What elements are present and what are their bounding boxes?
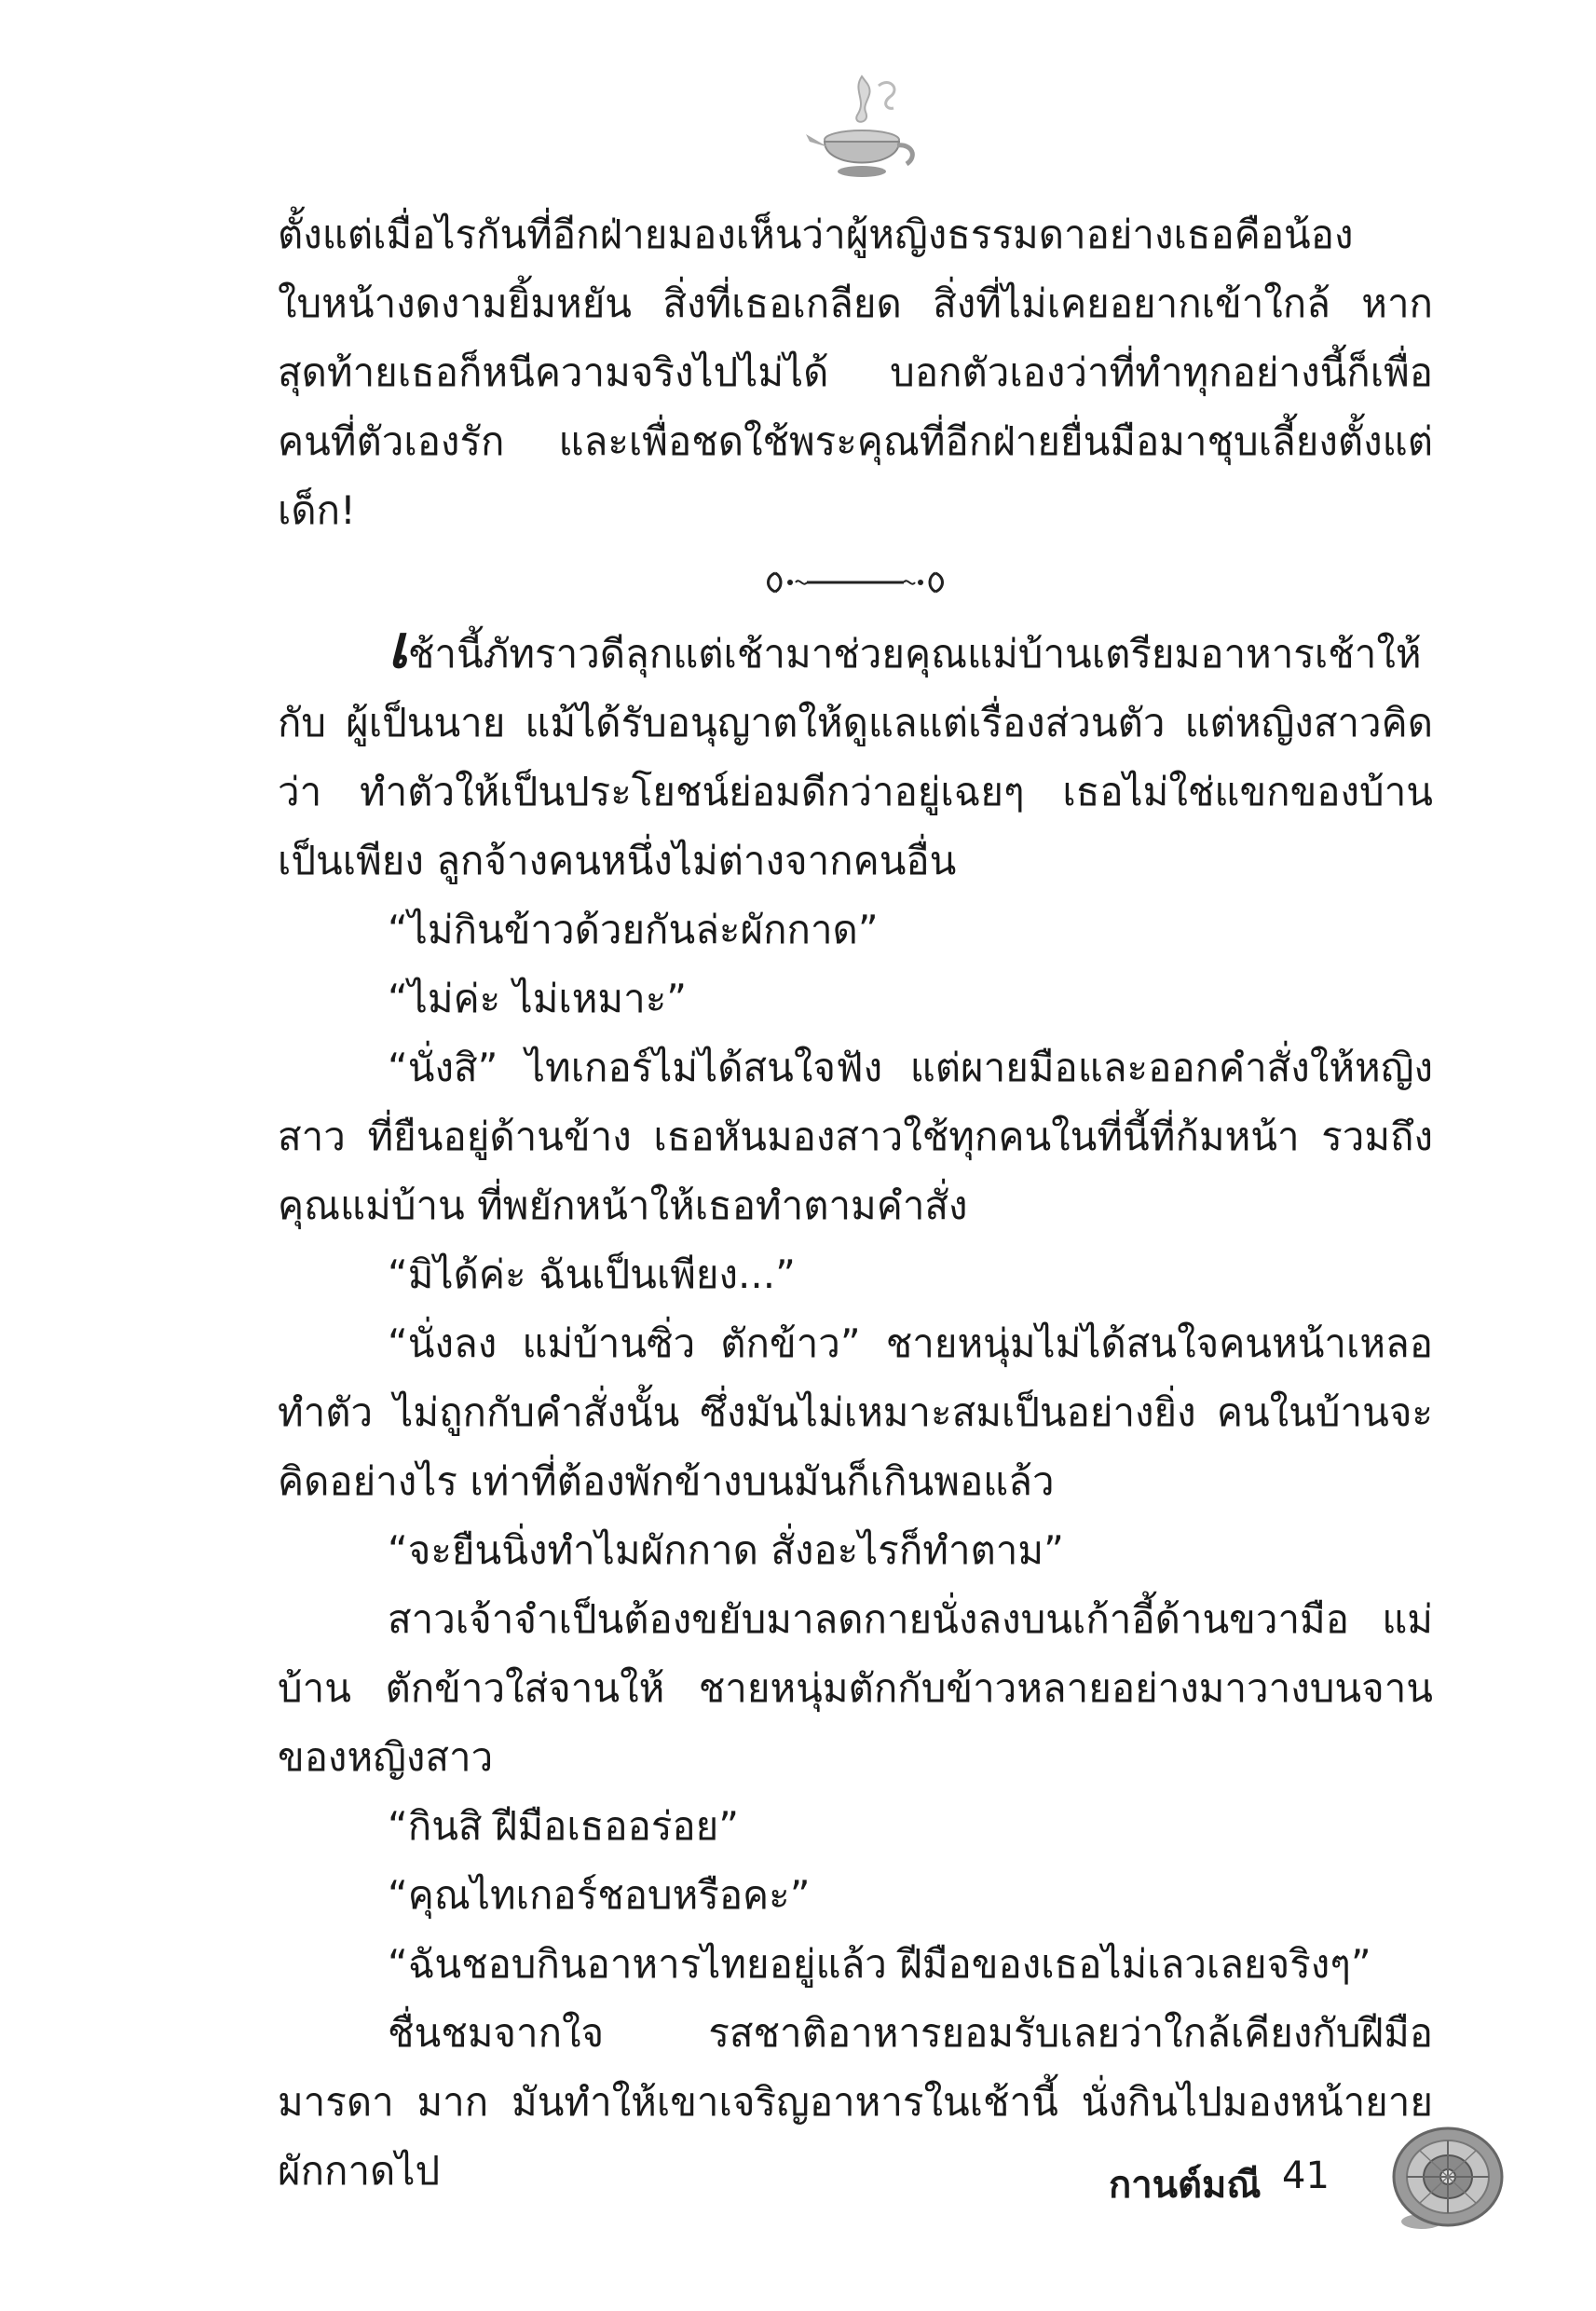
paragraph: สาวเจ้าจำเป็นต้องขยับมาลดกายนั่งลงบนเก้าอี้ด้านขวามือ แม่บ้าน ตักข้าวใส่จานให้ ชายหนุ่มตักกับข้าวหลายอย่างมาวางบนจานของหญิงสาว: [278, 1596, 1433, 1780]
paragraph: “ไม่ค่ะ ไม่เหมาะ”: [388, 976, 688, 1021]
paragraph: ชื่นชมจากใจ รสชาติอาหารยอมรับเลยว่าใกล้เคียงกับฝีมือมารดา มาก มันทำให้เขาเจริญอาหารในเช้านี้ นั่งกินไปมองหน้ายายผักกาดไป: [278, 2010, 1433, 2194]
paragraph: “มิได้ค่ะ ฉันเป็นเพียง...”: [388, 1251, 796, 1297]
section-divider: [278, 545, 1433, 620]
paragraph: “คุณไทเกอร์ชอบหรือคะ”: [388, 1872, 811, 1918]
page-number: 41: [1282, 2154, 1330, 2197]
roulette-wheel-icon: [1362, 2117, 1511, 2238]
footer-author: กานต์มณี: [1109, 2164, 1262, 2207]
paragraph: “นั่งลง แม่บ้านซิ่ว ตักข้าว” ชายหนุ่มไม่ได้สนใจคนหน้าเหลอทำตัว ไม่ถูกกับคำสั่งนั้น ซึ่งมันไม่เหมาะสมเป็นอย่างยิ่ง คนในบ้านจะคิดอย่างไร เท่าที่ต้องพักข้างบนมันก็เกินพอแล้ว: [278, 1320, 1433, 1504]
ornament-divider-icon: [762, 566, 948, 599]
paragraph: “กินสิ ฝีมือเธออร่อย”: [388, 1803, 739, 1849]
paragraph: ตั้งแต่เมื่อไรกันที่อีกฝ่ายมองเห็นว่าผู้หญิงธรรมดาอย่างเธอคือน้อง ใบหน้างดงามยิ้มหยัน สิ่งที่เธอเกลียด สิ่งที่ไม่เคยอยากเข้าใกล้ หาก สุดท้ายเธอก็หนีความจริงไปไม่ได้ บอกตัวเองว่าที่ทำทุกอย่างนี้ก็เพื่อ คนที่ตัวเองรัก และเพื่อชดใช้พระคุณที่อีกฝ่ายยื่นมือมาชุบเลี้ยงตั้งแต่เด็ก!: [278, 212, 1433, 533]
paragraph: “ไม่กินข้าวด้วยกันล่ะผักกาด”: [388, 907, 879, 952]
opening-text: ช้านี้ภัทราวดีลุกแต่เช้ามาช่วยคุณแม่บ้านเตรียมอาหารเช้าให้กับ ผู้เป็นนาย แม้ได้รับอนุญาตให้ดูแลแต่เรื่องส่วนตัว แต่หญิงสาวคิดว่า ทำตัวให้เป็นประโยชน์ย่อมดีกว่าอยู่เฉยๆ เธอไม่ใช่แขกของบ้าน เป็นเพียง ลูกจ้างคนหนึ่งไม่ต่างจากคนอื่น: [278, 631, 1433, 883]
page-body: [278, 200, 1433, 2206]
drop-cap: เ: [388, 612, 408, 682]
genie-lamp-icon: [797, 67, 927, 198]
page-footer: [1109, 2117, 1519, 2238]
paragraph-opening: [278, 612, 1433, 896]
paragraph: “นั่งสิ” ไทเกอร์ไม่ได้สนใจฟัง แต่ผายมือและออกคำสั่งให้หญิงสาว ที่ยืนอยู่ด้านข้าง เธอหันมองสาวใช้ทุกคนในที่นี้ที่ก้มหน้า รวมถึงคุณแม่บ้าน ที่พยักหน้าให้เธอทำตามคำสั่ง: [278, 1045, 1433, 1228]
paragraph: “จะยืนนิ่งทำไมผักกาด สั่งอะไรก็ทำตาม”: [388, 1527, 1064, 1573]
paragraph: “ฉันชอบกินอาหารไทยอยู่แล้ว ฝีมือของเธอไม่เลวเลยจริงๆ”: [388, 1941, 1371, 1987]
